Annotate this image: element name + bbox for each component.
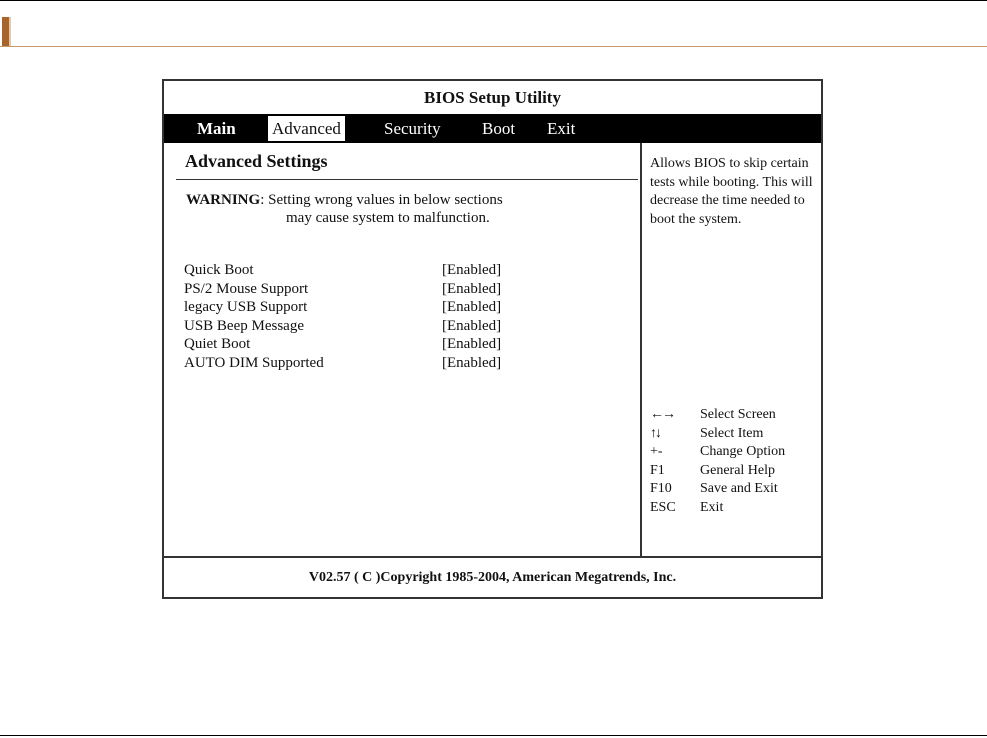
header-accent-bar — [2, 17, 11, 46]
setting-label: PS/2 Mouse Support — [184, 280, 309, 297]
key-label: F10 — [650, 481, 672, 496]
setting-label: Quick Boot — [184, 262, 254, 278]
setting-value[interactable]: [Enabled] — [442, 299, 502, 315]
warning-line-1 — [186, 192, 503, 209]
warning-label: WARNING — [186, 192, 261, 208]
setting-usb-beep-message[interactable] — [184, 318, 524, 337]
top-border — [0, 0, 987, 1]
setting-value[interactable]: [Enabled] — [442, 262, 502, 278]
tab-advanced[interactable]: Advanced — [268, 116, 345, 141]
key-description: Save and Exit — [700, 481, 778, 496]
setting-quiet-boot[interactable] — [184, 336, 524, 355]
key-row — [650, 481, 820, 500]
setting-ps2-mouse-support[interactable] — [184, 281, 524, 300]
setting-label: AUTO DIM Supported — [184, 354, 324, 371]
help-text: Allows BIOS to skip certain tests while booting. This will decrease the time needed to boot the system. — [650, 156, 813, 227]
key-description: Select Item — [700, 425, 764, 441]
setting-value[interactable]: [Enabled] — [442, 336, 502, 352]
up-down-arrow-icon: ↑↓ — [650, 425, 660, 441]
warning-text-1: : Setting wrong values in below sections — [260, 192, 503, 208]
setting-value[interactable]: [Enabled] — [442, 354, 502, 371]
section-divider — [176, 179, 638, 180]
tab-exit[interactable]: Exit — [547, 119, 576, 138]
key-row — [650, 463, 820, 482]
warning-line-2: may cause system to malfunction. — [286, 210, 490, 226]
tab-security[interactable]: Security — [384, 119, 441, 138]
key-description: Change Option — [700, 444, 786, 459]
left-right-arrow-icon: ←→ — [650, 407, 674, 422]
key-row — [650, 426, 820, 445]
key-description: General Help — [700, 462, 776, 478]
setting-label: USB Beep Message — [184, 317, 304, 334]
key-legend — [650, 407, 820, 518]
tab-main[interactable]: Main — [197, 119, 236, 138]
setting-legacy-usb-support[interactable] — [184, 299, 524, 318]
key-description: Select Screen — [700, 407, 776, 422]
setting-label: legacy USB Support — [184, 299, 308, 315]
key-label: +- — [650, 444, 663, 459]
setting-value[interactable]: [Enabled] — [442, 280, 502, 297]
header-rule — [0, 46, 987, 47]
setting-label: Quiet Boot — [184, 336, 251, 352]
bios-title: BIOS Setup Utility — [424, 88, 561, 107]
bios-screen — [162, 79, 823, 599]
bottom-border — [0, 735, 987, 736]
key-label: F1 — [650, 462, 665, 478]
setting-auto-dim-supported[interactable] — [184, 355, 524, 374]
key-label: ESC — [650, 499, 676, 515]
key-row — [650, 500, 820, 519]
help-pane — [640, 143, 823, 556]
copyright-footer: V02.57 ( C )Copyright 1985-2004, American Megatrends, Inc. — [308, 570, 677, 585]
menu-bar — [164, 114, 821, 143]
key-row — [650, 444, 820, 463]
tab-boot[interactable]: Boot — [482, 119, 516, 138]
section-title: Advanced Settings — [185, 151, 328, 171]
setting-quick-boot[interactable] — [184, 262, 524, 281]
key-description: Exit — [700, 499, 724, 515]
settings-pane — [164, 143, 639, 556]
key-row — [650, 407, 820, 426]
setting-value[interactable]: [Enabled] — [442, 317, 502, 334]
